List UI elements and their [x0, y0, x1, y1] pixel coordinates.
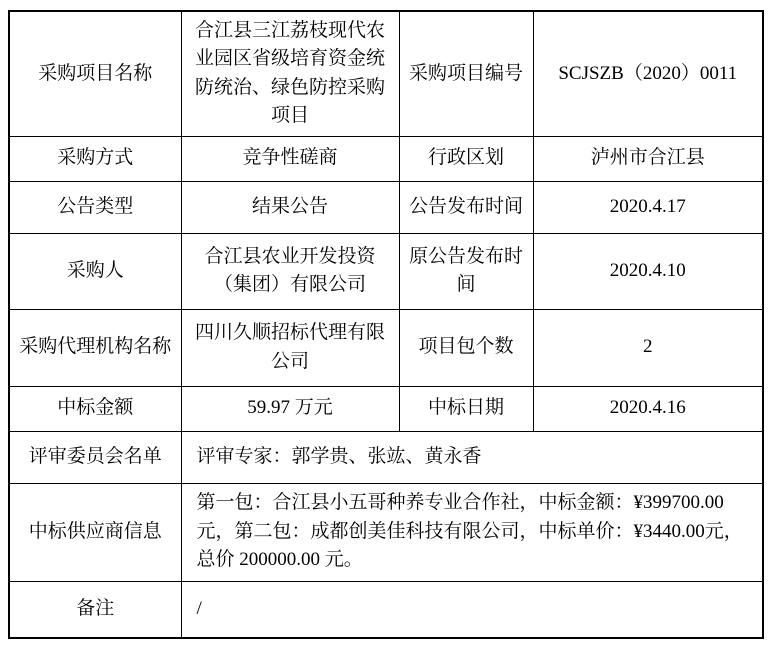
original-publish-time-label: 原公告发布时间 — [399, 233, 533, 309]
package-count-label: 项目包个数 — [399, 309, 533, 386]
table-row — [9, 431, 763, 483]
table-row — [9, 11, 763, 136]
review-committee-value: 评审专家：郭学贵、张竑、黄永香 — [181, 431, 763, 483]
review-committee-label: 评审委员会名单 — [9, 431, 181, 483]
table-row — [9, 233, 763, 309]
procurement-method-value: 竞争性磋商 — [181, 136, 399, 181]
award-amount-label: 中标金额 — [9, 386, 181, 431]
project-name-value: 合江县三江荔枝现代农业园区省级培育资金统防统治、绿色防控采购项目 — [181, 11, 399, 136]
purchaser-label: 采购人 — [9, 233, 181, 309]
table-row — [9, 181, 763, 233]
project-name-label: 采购项目名称 — [9, 11, 181, 136]
table-row — [9, 483, 763, 581]
purchaser-value: 合江县农业开发投资（集团）有限公司 — [181, 233, 399, 309]
project-number-value: SCJSZB（2020）0011 — [533, 11, 763, 136]
package-count-value: 2 — [533, 309, 763, 386]
table-row — [9, 309, 763, 386]
table-row — [9, 581, 763, 638]
winning-supplier-value: 第一包：合江县小五哥种养专业合作社，中标金额：¥399700.00元，第二包：成都创美佳科技有限公司，中标单价：¥3440.00元，总价 200000.00 元。 — [181, 483, 763, 581]
announcement-type-label: 公告类型 — [9, 181, 181, 233]
agency-name-value: 四川久顺招标代理有限公司 — [181, 309, 399, 386]
publish-time-value: 2020.4.17 — [533, 181, 763, 233]
admin-region-label: 行政区划 — [399, 136, 533, 181]
remarks-label: 备注 — [9, 581, 181, 638]
procurement-method-label: 采购方式 — [9, 136, 181, 181]
award-date-label: 中标日期 — [399, 386, 533, 431]
winning-supplier-label: 中标供应商信息 — [9, 483, 181, 581]
procurement-result-table — [8, 10, 764, 639]
table-row — [9, 386, 763, 431]
agency-name-label: 采购代理机构名称 — [9, 309, 181, 386]
remarks-value: / — [181, 581, 763, 638]
award-date-value: 2020.4.16 — [533, 386, 763, 431]
project-number-label: 采购项目编号 — [399, 11, 533, 136]
announcement-type-value: 结果公告 — [181, 181, 399, 233]
admin-region-value: 泸州市合江县 — [533, 136, 763, 181]
award-amount-value: 59.97 万元 — [181, 386, 399, 431]
table-row — [9, 136, 763, 181]
original-publish-time-value: 2020.4.10 — [533, 233, 763, 309]
publish-time-label: 公告发布时间 — [399, 181, 533, 233]
